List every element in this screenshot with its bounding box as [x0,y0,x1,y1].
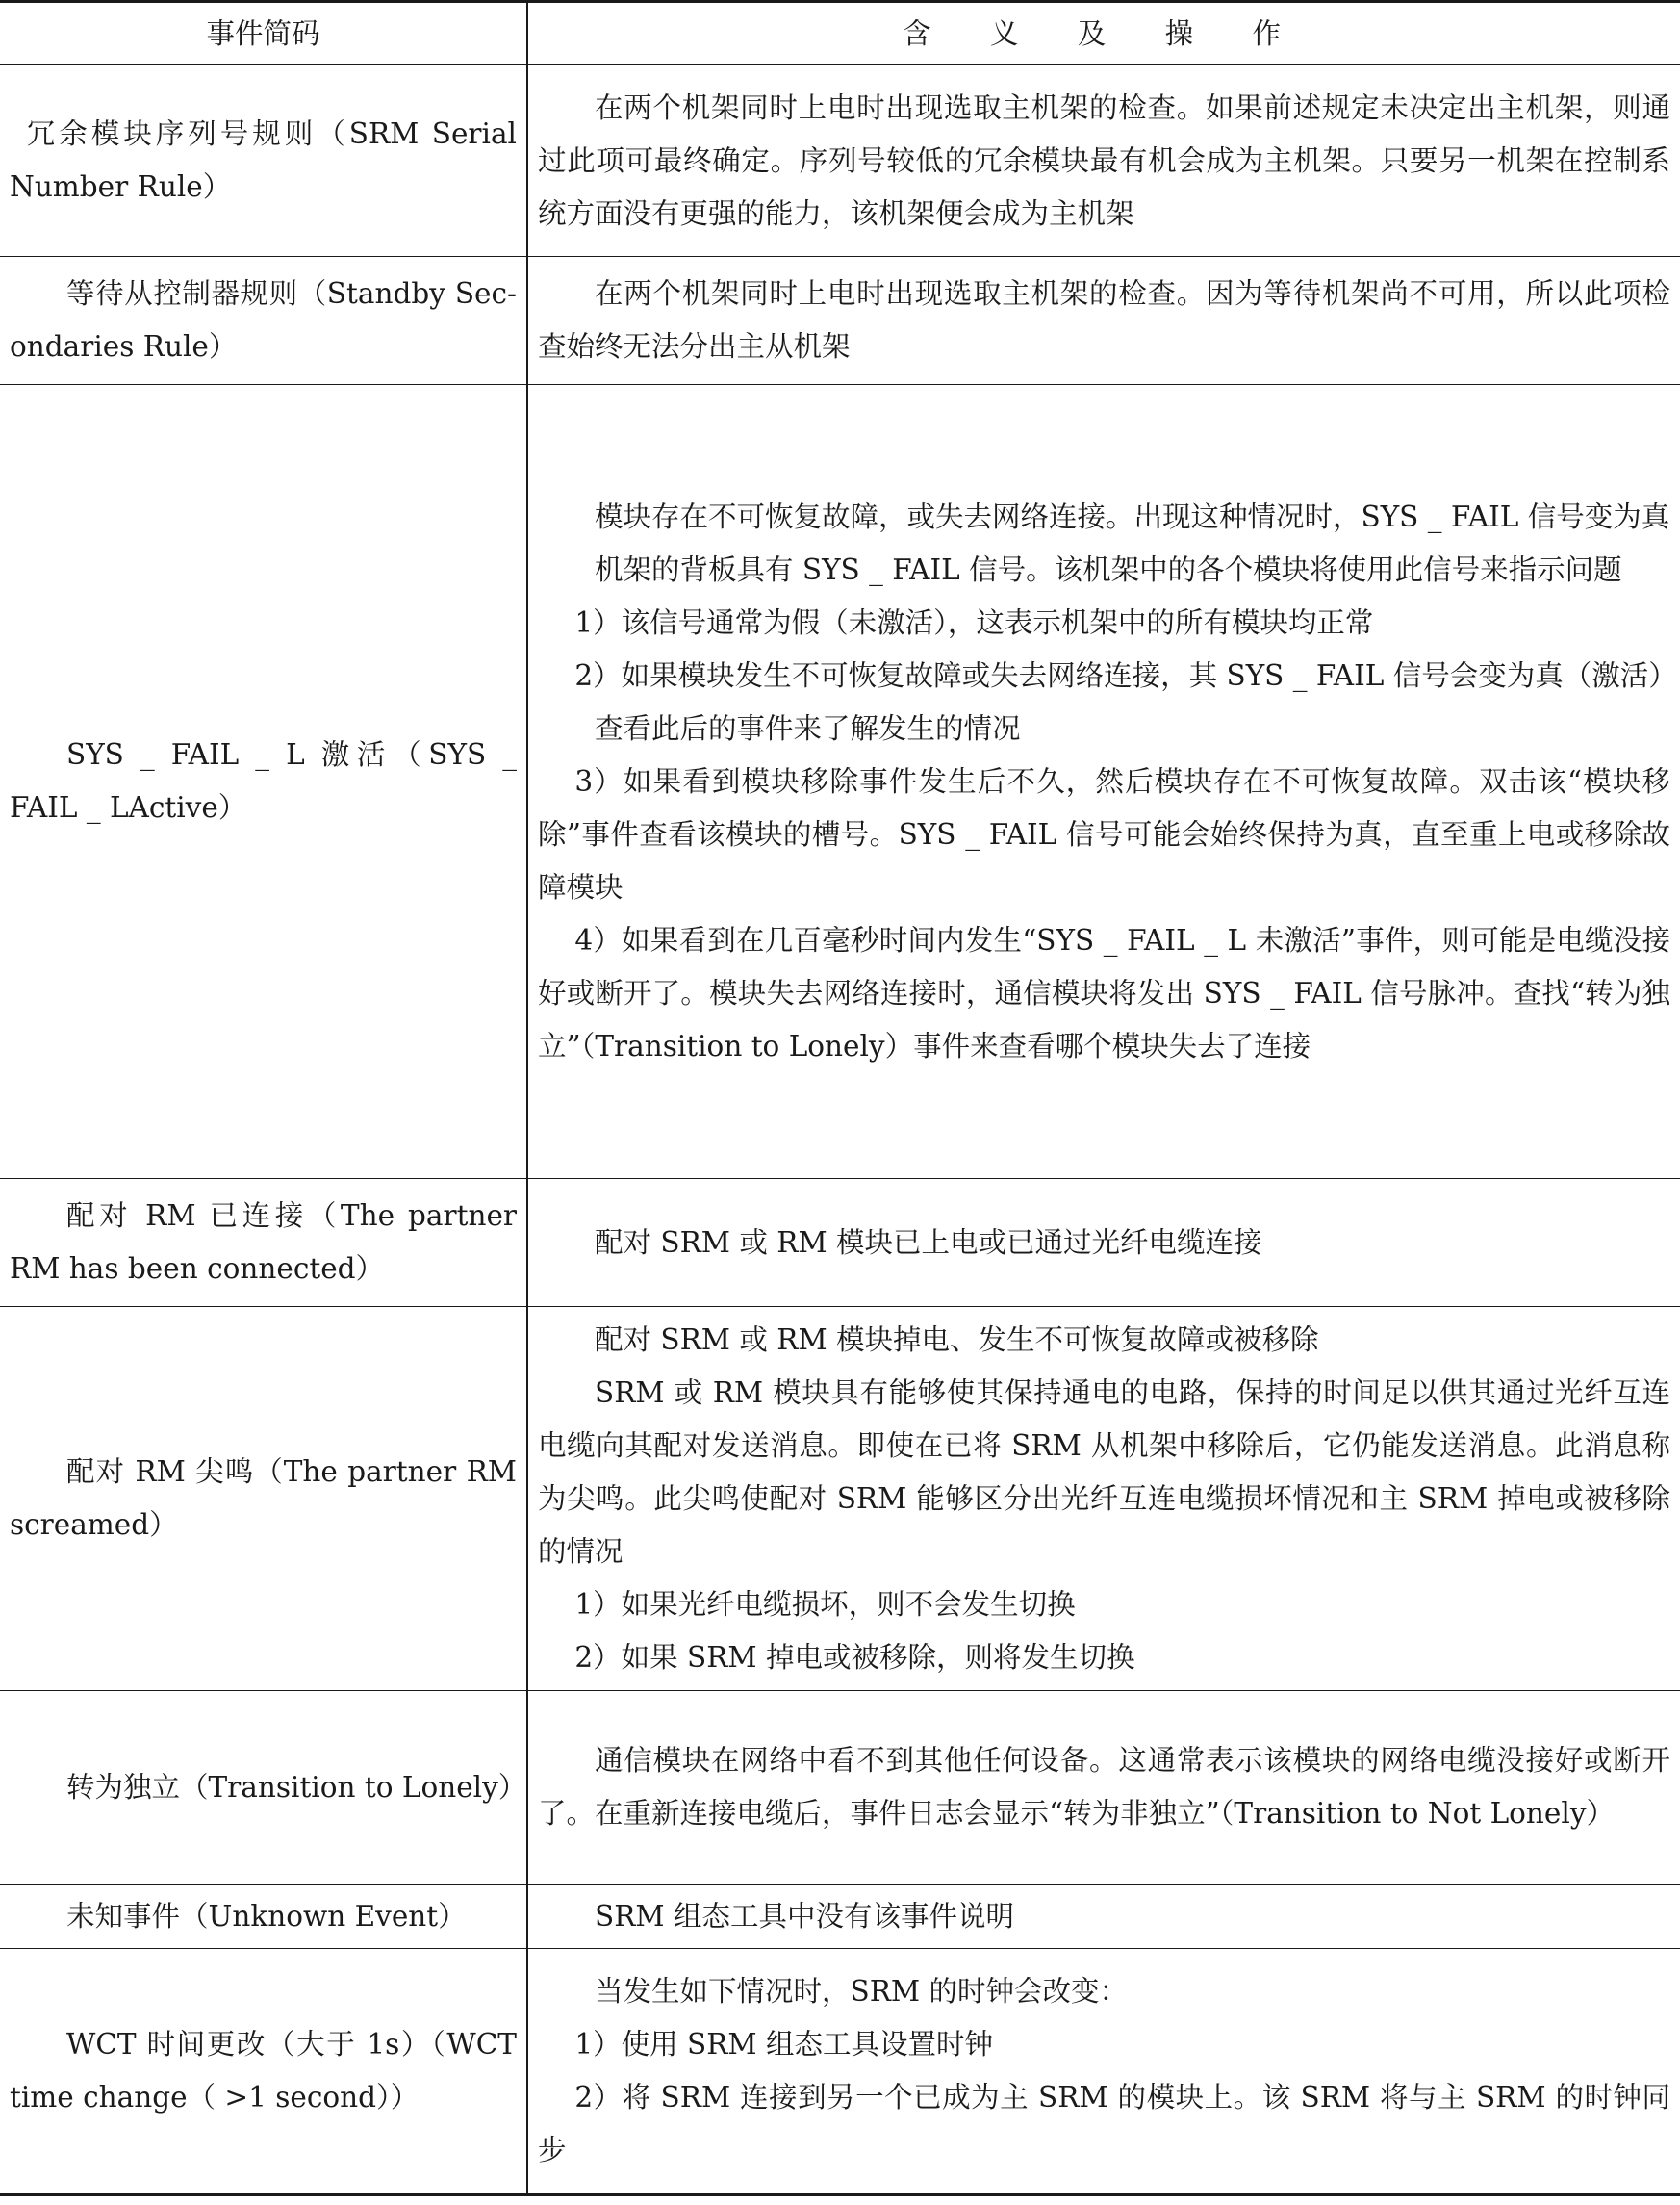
table-row [0,1885,1680,1949]
description-line: SRM 组态工具中没有该事件说明 [595,1899,1015,1933]
description-line: 1）该信号通常为假（未激活），这表示机架中的所有模块均正常 [574,605,1374,639]
description-line: 在两个机架同时上电时出现选取主机架的检查。如果前述规定未决定出主机架，则通过此项可最终确定。序列号较低的冗余模块最有机会成为主机架。只要另一机架在控制系统方面没有更强的能力，该机架便会成为主机架 [538,90,1670,230]
event-name: 转为独立（Transition to Lonely） [66,1770,527,1804]
event-description-cell [527,1885,1680,1949]
description-line: 3）如果看到模块移除事件发生后不久，然后模块存在不可恢复故障。双击该“模块移除”事件查看该模块的槽号。SYS _ FAIL 信号可能会始终保持为真，直至重上电或移除故障模块 [538,764,1670,904]
description-line: 1）使用 SRM 组态工具设置时钟 [574,2028,993,2061]
event-name: 冗余模块序列号规则（SRM Serial Number Rule） [10,117,517,203]
description-line: 2）如果模块发生不可恢复故障或失去网络连接，其 SYS _ FAIL 信号会变为真（激活） [574,658,1677,692]
description-line: 2）如果 SRM 掉电或被移除，则将发生切换 [574,1640,1135,1674]
header-row [0,2,1680,65]
event-description-cell [527,1307,1680,1691]
description-line: 配对 SRM 或 RM 模块掉电、发生不可恢复故障或被移除 [595,1322,1319,1356]
table-row [0,1179,1680,1307]
event-name-cell [0,385,527,1179]
event-name: SYS _ FAIL _ L 激活（SYS _ FAIL _ LActive） [10,738,517,824]
event-name: 配对 RM 尖鸣（The partner RM screamed） [10,1455,517,1541]
event-description-cell [527,1179,1680,1307]
event-name-cell [0,1949,527,2195]
event-description-cell [527,1691,1680,1885]
event-name-cell [0,1691,527,1885]
description-line: 配对 SRM 或 RM 模块已上电或已通过光纤电缆连接 [595,1225,1262,1259]
event-name: 配对 RM 已连接（The partner RM has been connected） [10,1199,517,1285]
description-line: 4）如果看到在几百毫秒时间内发生“SYS _ FAIL _ L 未激活”事件，则可能是电缆没接好或断开了。模块失去网络连接时，通信模块将发出 SYS _ FAIL 信号脉冲。查找“转为独立”（Transition to Lonely）事件来查看哪个模块失去了连接 [538,923,1670,1063]
event-description-cell [527,1949,1680,2195]
description-line: 2）将 SRM 连接到另一个已成为主 SRM 的模块上。该 SRM 将与主 SRM 的时钟同步 [538,2081,1670,2167]
table-row [0,257,1680,385]
description-line: 模块存在不可恢复故障，或失去网络连接。出现这种情况时，SYS _ FAIL 信号变为真 [595,500,1670,533]
table-row [0,1691,1680,1885]
event-description-cell [527,257,1680,385]
description-line: 1）如果光纤电缆损坏，则不会发生切换 [574,1587,1076,1621]
table-row [0,1949,1680,2195]
header-event-code: 事件简码 [0,2,527,65]
description-line: 当发生如下情况时，SRM 的时钟会改变： [595,1975,1129,2008]
table-row [0,1307,1680,1691]
table-row [0,385,1680,1179]
event-name-cell [0,65,527,257]
header-meaning: 含 义 及 操 作 [527,2,1680,65]
event-name-cell [0,257,527,385]
event-name-cell [0,1885,527,1949]
event-name-cell [0,1307,527,1691]
event-name: WCT 时间更改（大于 1s）（WCT time change（ >1 second）） [10,2028,517,2114]
event-description-cell [527,65,1680,257]
description-line: 在两个机架同时上电时出现选取主机架的检查。因为等待机架尚不可用，所以此项检查始终无法分出主从机架 [538,277,1670,363]
event-name-cell [0,1179,527,1307]
description-line: 查看此后的事件来了解发生的情况 [595,711,1021,745]
description-line: SRM 或 RM 模块具有能够使其保持通电的电路，保持的时间足以供其通过光纤互连电缆向其配对发送消息。即使在已将 SRM 从机架中移除后，它仍能发送消息。此消息称为尖鸣。此尖鸣使配对 SRM 能够区分出光纤互连电缆损坏情况和主 SRM 掉电或被移除的情况 [538,1375,1670,1568]
table-row [0,65,1680,257]
event-name: 等待从控制器规则（Standby Sec-ondaries Rule） [10,277,517,363]
description-line: 通信模块在网络中看不到其他任何设备。这通常表示该模块的网络电缆没接好或断开了。在重新连接电缆后，事件日志会显示“转为非独立”（Transition to Not Lonely） [538,1744,1670,1830]
event-name: 未知事件（Unknown Event） [66,1899,467,1933]
event-description-cell [527,385,1680,1179]
description-line: 机架的背板具有 SYS _ FAIL 信号。该机架中的各个模块将使用此信号来指示问题 [595,552,1622,586]
